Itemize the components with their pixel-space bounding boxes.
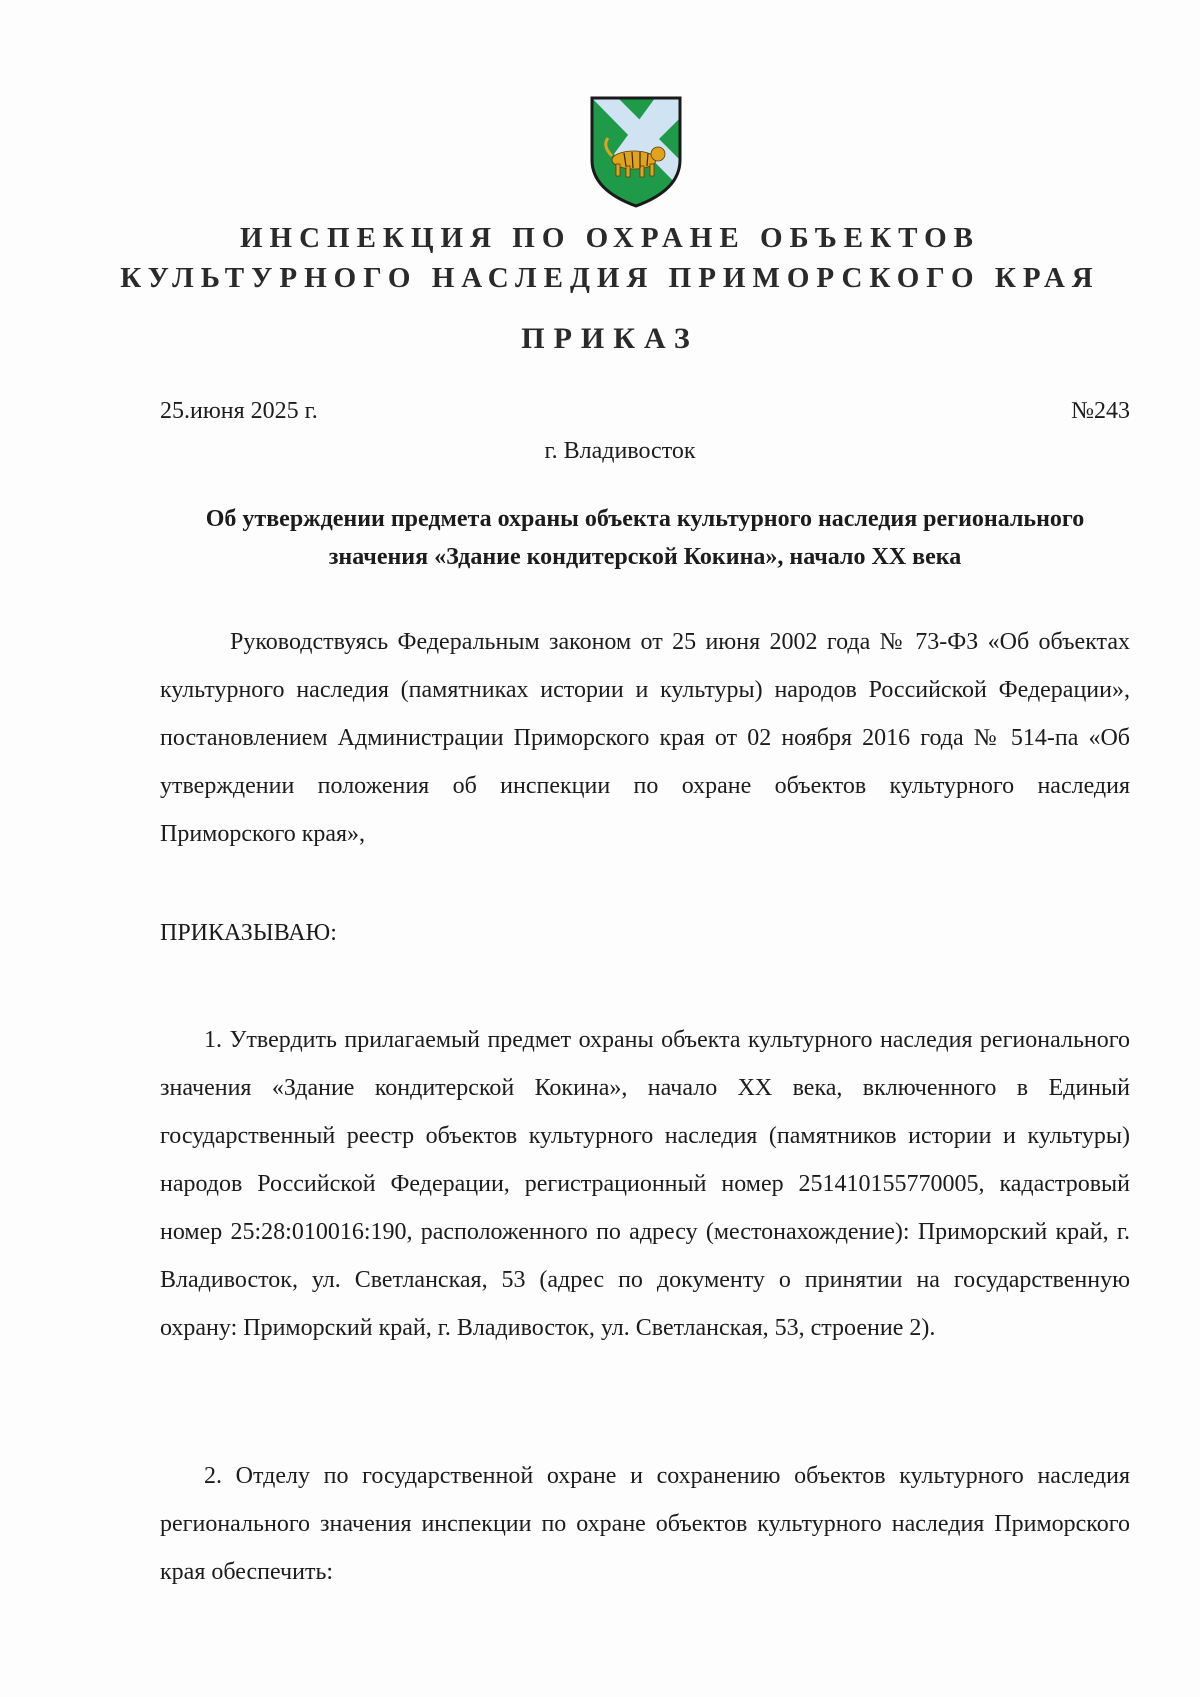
intro-paragraph: Руководствуясь Федеральным законом от 25 июня 2002 года № 73-ФЗ «Об объектах культурного наследия (памятниках истории и культуры) народов Российской Федерации», постановлением Администрации Приморского края от 02 ноября 2016 года № 514-па «Об утверждении положения об инспекции по охране объектов культурного наследия Приморского края», [160, 629, 1130, 847]
document-type-title: ПРИКАЗ [521, 322, 699, 355]
organization-name-line-2: КУЛЬТУРНОГО НАСЛЕДИЯ ПРИМОРСКОГО КРАЯ [120, 262, 1100, 294]
order-item-1: 1. Утвердить прилагаемый предмет охраны объекта культурного наследия регионального значения «Здание кондитерской Кокина», начало XX века, включенного в Единый государственный реестр объектов культурного наследия (памятников истории и культуры) народов Российской Федерации, регистрационный номер 251410155770005, кадастровый номер 25:28:010016:190, расположенного по адресу (местонахождение): Приморский край, г. Владивосток, ул. Светланская, 53 (адрес по документу о принятии на государственную охрану: Приморский край, г. Владивосток, ул. Светланская, 53, строение 2). [160, 1027, 1130, 1341]
primorsky-krai-coat-of-arms-icon [588, 94, 684, 210]
document-date: 25.июня 2025 г. [160, 398, 318, 424]
document-subject: Об утверждении предмета охраны объекта культурного наследия регионального значения «Здание кондитерской Кокина», начало XX века [205, 506, 1085, 570]
document-city: г. Владивосток [544, 438, 696, 464]
order-word: ПРИКАЗЫВАЮ: [160, 920, 337, 946]
document-number: №243 [1071, 398, 1130, 424]
order-item-2: 2. Отделу по государственной охране и сохранению объектов культурного наследия регионального значения инспекции по охране объектов культурного наследия Приморского края обеспечить: [160, 1463, 1130, 1585]
organization-name-line-1: ИНСПЕКЦИЯ ПО ОХРАНЕ ОБЪЕКТОВ [239, 222, 981, 254]
